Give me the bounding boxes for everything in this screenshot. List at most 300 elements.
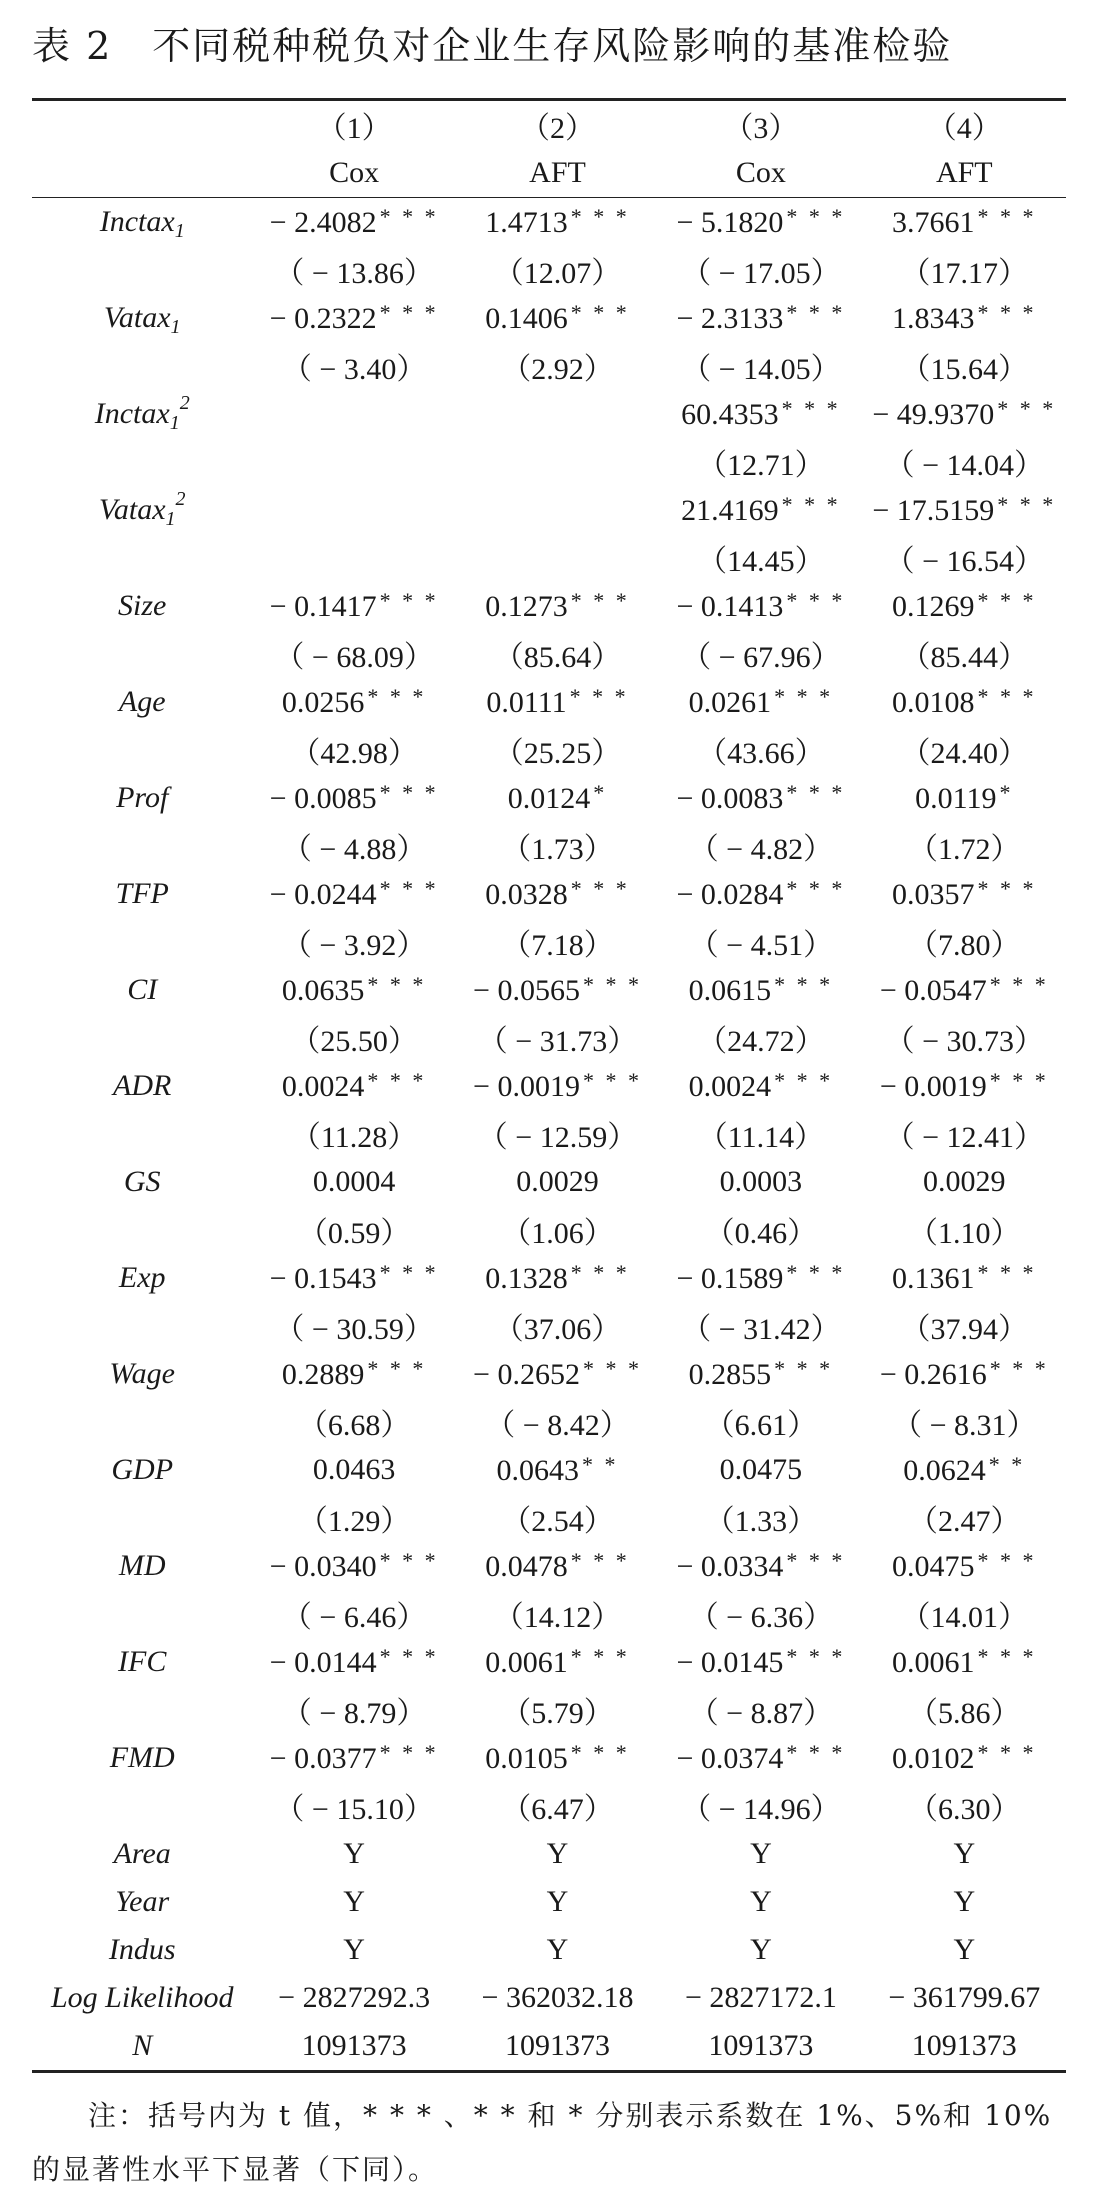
tstat-cell: （6.61）	[704, 1409, 818, 1442]
variable-subscript: 1	[174, 220, 185, 242]
tstat-cell: （14.45）	[697, 545, 825, 578]
significance-stars: * * *	[570, 876, 630, 901]
significance-stars: * *	[988, 1452, 1026, 1477]
coef-cell	[659, 486, 862, 534]
footer-cell: 1091373	[456, 2022, 659, 2072]
significance-stars: * * *	[774, 1068, 834, 1093]
header-corner	[32, 100, 252, 150]
coef-row	[32, 582, 1066, 630]
coef-value: 0.0463	[312, 1453, 396, 1486]
variable-label: Area	[113, 1837, 171, 1870]
significance-stars: * * *	[786, 1548, 846, 1573]
tstat-cell: （ − 12.59）	[477, 1121, 638, 1154]
coef-cell	[252, 1062, 455, 1110]
coef-value: 0.1361	[892, 1262, 975, 1295]
header-col-model: Cox	[252, 149, 455, 198]
footer-cell: Y	[343, 1885, 365, 1918]
significance-stars: * * *	[781, 492, 841, 517]
significance-stars: * * *	[977, 300, 1037, 325]
coef-value: − 0.0085	[269, 782, 377, 815]
coef-cell	[252, 966, 455, 1014]
tstat-cell: （ − 8.79）	[281, 1697, 427, 1730]
significance-stars: * * *	[379, 876, 439, 901]
tstat-cell	[252, 438, 455, 486]
significance-stars: * * *	[379, 1548, 439, 1573]
significance-stars: * * *	[786, 876, 846, 901]
variable-label	[32, 294, 252, 342]
tstat-cell: （25.50）	[290, 1025, 418, 1058]
coef-value: 0.0029	[923, 1165, 1006, 1198]
coef-cell	[456, 1542, 659, 1590]
variable-name: Exp	[118, 1261, 166, 1294]
significance-stars: * * *	[570, 204, 630, 229]
tstat-cell: （ − 4.82）	[688, 833, 834, 866]
tstat-cell: （ − 6.46）	[281, 1601, 427, 1634]
empty-cell	[32, 342, 252, 390]
tstat-cell: （17.17）	[900, 257, 1029, 290]
empty-cell	[32, 1686, 252, 1734]
coef-value: 0.0105	[485, 1742, 568, 1775]
coef-row	[32, 966, 1066, 1014]
significance-stars: * * *	[570, 1740, 630, 1765]
variable-name: IFC	[118, 1645, 167, 1678]
empty-cell	[32, 246, 252, 294]
tstat-row	[32, 1302, 1066, 1350]
footer-cell: Y	[750, 1837, 772, 1870]
coef-row	[32, 774, 1066, 822]
footer-cell: Y	[546, 1885, 569, 1918]
coef-value: − 0.0334	[676, 1550, 784, 1583]
header-col-number: （3）	[659, 100, 862, 150]
coef-cell	[252, 198, 455, 247]
variable-label	[32, 966, 252, 1014]
table-header	[32, 100, 1066, 198]
tstat-cell: （7.18）	[501, 929, 614, 962]
coef-cell	[252, 1350, 455, 1398]
footer-cell: Y	[750, 1885, 772, 1918]
coef-row	[32, 1254, 1066, 1302]
variable-label: N	[32, 2022, 252, 2072]
regression-table	[32, 98, 1066, 2073]
variable-label	[32, 678, 252, 726]
coef-cell	[863, 1638, 1066, 1686]
coef-value: − 0.2616	[879, 1358, 987, 1391]
significance-stars: * * *	[367, 972, 427, 997]
coef-cell	[863, 198, 1066, 247]
coef-cell	[252, 486, 455, 534]
coef-cell	[863, 390, 1066, 438]
coef-value: 0.0643	[496, 1454, 579, 1487]
coef-value: − 0.0244	[269, 878, 377, 911]
variable-name: Size	[118, 589, 167, 622]
coef-value: 0.0119	[915, 782, 997, 815]
variable-label	[32, 1446, 252, 1494]
coef-value: 0.1269	[892, 590, 975, 623]
paper-page	[32, 16, 1066, 2197]
significance-stars: * * *	[570, 1644, 630, 1669]
coef-cell	[456, 486, 659, 534]
coef-row	[32, 678, 1066, 726]
tstat-cell: （11.14）	[697, 1121, 825, 1154]
coef-cell	[659, 1638, 862, 1686]
variable-label	[32, 870, 252, 918]
tstat-cell: （6.30）	[908, 1793, 1021, 1826]
significance-stars: * * *	[569, 684, 629, 709]
coef-cell	[863, 1542, 1066, 1590]
variable-name: Inctax	[94, 397, 170, 430]
significance-stars: * * *	[774, 684, 834, 709]
tstat-cell: （1.06）	[501, 1217, 614, 1250]
tstat-cell: （5.79）	[501, 1697, 614, 1730]
empty-cell	[32, 726, 252, 774]
coef-cell	[863, 582, 1066, 630]
footer-cell: 1091373	[863, 2022, 1066, 2072]
significance-stars: * * *	[379, 204, 439, 229]
coef-cell	[659, 1446, 862, 1494]
table-note: 注：括号内为 t 值，* * * 、* * 和 * 分别表示系数在 1%、5%和 10%的显著性水平下显著（下同）。	[32, 2099, 1053, 2186]
tstat-cell: （ − 14.96）	[681, 1793, 841, 1826]
coef-row	[32, 1734, 1066, 1782]
significance-stars: * * *	[997, 492, 1057, 517]
coef-value: 21.4169	[681, 494, 779, 527]
coef-value: 0.2855	[688, 1358, 772, 1391]
coef-cell	[659, 678, 862, 726]
significance-stars: * * *	[977, 588, 1037, 613]
coef-cell	[863, 870, 1066, 918]
coef-cell	[456, 294, 659, 342]
tstat-cell: （ − 4.51）	[688, 929, 834, 962]
coef-value: 0.0475	[719, 1453, 803, 1486]
significance-stars: * * *	[582, 1356, 642, 1381]
tstat-cell: （ − 30.59）	[274, 1313, 434, 1346]
coef-cell	[252, 390, 455, 438]
coef-value: − 0.0019	[473, 1070, 580, 1103]
empty-cell	[32, 1782, 252, 1830]
empty-cell	[32, 1014, 252, 1062]
significance-stars: * * *	[379, 300, 439, 325]
tstat-cell: （0.46）	[704, 1217, 818, 1250]
footer-cell: Y	[343, 1837, 365, 1870]
coef-cell	[252, 294, 455, 342]
tstat-cell	[456, 438, 659, 486]
table-body	[32, 198, 1066, 2072]
empty-cell	[32, 822, 252, 870]
coef-cell	[456, 1350, 659, 1398]
coef-value: 0.0475	[892, 1550, 975, 1583]
variable-label	[32, 390, 252, 438]
tstat-cell: （ − 4.88）	[281, 833, 427, 866]
tstat-cell: （2.54）	[501, 1505, 614, 1538]
variable-label	[32, 486, 252, 534]
footer-cell: Y	[953, 1885, 976, 1918]
coef-value: − 0.1589	[676, 1262, 784, 1295]
coef-cell	[456, 1734, 659, 1782]
coef-cell	[659, 582, 862, 630]
significance-stars: * * *	[379, 1260, 439, 1285]
variable-name: TFP	[115, 877, 169, 910]
coef-cell	[252, 774, 455, 822]
tstat-cell: （12.07）	[493, 257, 622, 290]
significance-stars: * * *	[989, 1356, 1049, 1381]
tstat-cell: （ − 31.73）	[477, 1025, 638, 1058]
footer-cell: − 2827172.1	[684, 1981, 837, 2014]
header-col-number: （1）	[252, 100, 455, 150]
header-col-number: （4）	[863, 100, 1066, 150]
tstat-cell: （ − 6.36）	[688, 1601, 834, 1634]
significance-stars: * * *	[989, 1068, 1049, 1093]
header-col-model: AFT	[863, 149, 1066, 198]
significance-stars: * * *	[379, 1644, 439, 1669]
coef-cell	[659, 870, 862, 918]
coef-value: − 0.1413	[676, 590, 784, 623]
tstat-row	[32, 534, 1066, 582]
empty-cell	[32, 1590, 252, 1638]
coef-cell	[863, 1062, 1066, 1110]
tstat-row	[32, 1494, 1066, 1542]
tstat-row	[32, 822, 1066, 870]
header-row-number	[32, 100, 1066, 150]
footer-cell: Y	[953, 1933, 976, 1966]
coef-value: 0.0061	[892, 1646, 975, 1679]
tstat-row	[32, 1782, 1066, 1830]
coef-value: 0.0024	[688, 1070, 772, 1103]
coef-value: − 5.1820	[676, 206, 784, 239]
tstat-cell: （1.10）	[908, 1217, 1021, 1250]
tstat-cell: （42.98）	[290, 737, 418, 770]
coef-cell	[659, 390, 862, 438]
coef-cell	[456, 1158, 659, 1206]
coef-value: − 0.2652	[473, 1358, 580, 1391]
significance-stars: * * *	[786, 204, 846, 229]
significance-stars: * *	[582, 1452, 619, 1477]
empty-cell	[32, 534, 252, 582]
coef-cell	[456, 678, 659, 726]
significance-stars: * * *	[367, 1068, 427, 1093]
variable-label: Log Likelihood	[50, 1981, 234, 2014]
variable-name: CI	[127, 973, 158, 1006]
coef-value: 0.0478	[485, 1550, 568, 1583]
coef-cell	[456, 870, 659, 918]
coef-cell	[659, 1542, 862, 1590]
variable-subscript: 1	[169, 412, 180, 434]
coef-cell	[252, 1158, 455, 1206]
significance-stars: * * *	[786, 1260, 846, 1285]
significance-stars: * * *	[570, 300, 630, 325]
footer-cell: Y	[546, 1837, 569, 1870]
variable-name: Prof	[116, 781, 169, 814]
significance-stars: * * *	[774, 1356, 834, 1381]
significance-stars: * * *	[786, 1644, 846, 1669]
tstat-cell: （1.73）	[501, 833, 614, 866]
coef-row	[32, 294, 1066, 342]
coef-value: − 0.0547	[879, 974, 987, 1007]
coef-value: − 0.0377	[269, 1742, 377, 1775]
coef-value: − 17.5159	[872, 494, 995, 527]
tstat-row	[32, 1014, 1066, 1062]
coef-value: 0.0003	[719, 1165, 803, 1198]
coef-cell	[659, 1062, 862, 1110]
coef-value: − 2.4082	[269, 206, 377, 239]
coef-cell	[659, 774, 862, 822]
footer-cell: Y	[343, 1933, 365, 1966]
empty-cell	[32, 1302, 252, 1350]
empty-cell	[32, 1206, 252, 1254]
tstat-cell: （6.47）	[501, 1793, 614, 1826]
variable-label	[32, 774, 252, 822]
coef-row	[32, 1542, 1066, 1590]
coef-cell	[659, 198, 862, 247]
variable-label	[32, 1254, 252, 1302]
coef-value: 0.0357	[892, 878, 975, 911]
coef-value: 0.0024	[281, 1070, 365, 1103]
tstat-cell: （43.66）	[697, 737, 825, 770]
tstat-cell: （ − 8.31）	[892, 1409, 1037, 1442]
variable-subscript: 1	[165, 508, 176, 530]
significance-stars: * * *	[582, 972, 642, 997]
coef-cell	[863, 1350, 1066, 1398]
tstat-cell: （37.06）	[493, 1313, 622, 1346]
footer-cell: Y	[953, 1837, 976, 1870]
variable-label	[32, 1638, 252, 1686]
header-col-number: （2）	[456, 100, 659, 150]
coef-cell	[456, 1254, 659, 1302]
coef-value: − 49.9370	[872, 398, 995, 431]
significance-stars: * * *	[367, 684, 427, 709]
coef-cell	[863, 294, 1066, 342]
variable-name: GDP	[111, 1453, 174, 1486]
coef-cell	[863, 1158, 1066, 1206]
significance-stars: * * *	[786, 300, 846, 325]
coef-cell	[659, 1734, 862, 1782]
coef-value: 1.4713	[485, 206, 568, 239]
variable-name: Inctax	[99, 205, 175, 238]
variable-superscript: 2	[179, 392, 190, 414]
coef-value: − 0.1543	[269, 1262, 377, 1295]
coef-cell	[252, 1638, 455, 1686]
variable-subscript: 1	[170, 316, 181, 338]
tstat-cell: （1.29）	[297, 1505, 411, 1538]
coef-value: 0.0124	[507, 782, 591, 815]
variable-name: GS	[123, 1165, 161, 1198]
coef-value: 0.0261	[688, 686, 772, 719]
significance-stars: * * *	[977, 1740, 1037, 1765]
coef-cell	[252, 1542, 455, 1590]
coef-value: − 0.1417	[269, 590, 377, 623]
variable-label	[32, 1158, 252, 1206]
tstat-cell: （ − 31.42）	[681, 1313, 841, 1346]
coef-cell	[659, 1254, 862, 1302]
significance-stars: * * *	[570, 1548, 630, 1573]
tstat-cell: （ − 30.73）	[884, 1025, 1044, 1058]
tstat-cell: （24.72）	[697, 1025, 825, 1058]
coef-cell	[252, 678, 455, 726]
variable-superscript: 2	[175, 488, 186, 510]
tstat-cell: （0.59）	[297, 1217, 411, 1250]
coef-value: − 0.2322	[269, 302, 377, 335]
empty-cell	[32, 918, 252, 966]
significance-stars: * * *	[977, 204, 1037, 229]
tstat-row	[32, 630, 1066, 678]
coef-value: − 2.3133	[676, 302, 784, 335]
tstat-cell: （ − 14.05）	[681, 353, 841, 386]
footer-row	[32, 1974, 1066, 2022]
significance-stars: * * *	[379, 588, 439, 613]
footer-row	[32, 1830, 1066, 1878]
coef-value: 0.1273	[485, 590, 568, 623]
coef-cell	[659, 1350, 862, 1398]
tstat-cell: （6.68）	[297, 1409, 411, 1442]
variable-name: Age	[118, 685, 166, 718]
coef-value: − 0.0144	[269, 1646, 377, 1679]
tstat-cell: （ − 68.09）	[274, 641, 434, 674]
tstat-cell: （11.28）	[290, 1121, 418, 1154]
tstat-row	[32, 246, 1066, 294]
footer-cell: 1091373	[659, 2022, 862, 2072]
significance-stars: * * *	[774, 972, 834, 997]
coef-cell	[456, 1446, 659, 1494]
empty-cell	[32, 1110, 252, 1158]
tstat-cell: （1.33）	[704, 1505, 818, 1538]
coef-cell	[252, 582, 455, 630]
variable-label: Year	[115, 1885, 170, 1918]
variable-label	[32, 1542, 252, 1590]
significance-stars: * * *	[977, 1548, 1037, 1573]
tstat-cell: （1.72）	[908, 833, 1021, 866]
tstat-row	[32, 918, 1066, 966]
tstat-cell: （ − 67.96）	[681, 641, 841, 674]
variable-name: ADR	[113, 1069, 172, 1102]
coef-value: 0.0004	[312, 1165, 396, 1198]
significance-stars: *	[999, 780, 1014, 805]
header-col-model: AFT	[456, 149, 659, 198]
coef-value: 0.1328	[485, 1262, 568, 1295]
significance-stars: * * *	[786, 780, 846, 805]
coef-cell	[659, 966, 862, 1014]
coef-row	[32, 870, 1066, 918]
tstat-cell: （ − 13.86）	[274, 257, 434, 290]
significance-stars: * * *	[570, 588, 630, 613]
tstat-cell: （ − 8.87）	[688, 1697, 834, 1730]
significance-stars: * * *	[582, 1068, 642, 1093]
coef-row	[32, 486, 1066, 534]
variable-name: Wage	[109, 1357, 175, 1390]
variable-name: FMD	[109, 1741, 175, 1774]
tstat-cell: （14.12）	[493, 1601, 622, 1634]
coef-cell	[863, 966, 1066, 1014]
significance-stars: * * *	[379, 1740, 439, 1765]
footer-cell: − 361799.67	[888, 1981, 1041, 2014]
footer-row	[32, 2022, 1066, 2072]
coef-value: − 0.0145	[676, 1646, 784, 1679]
coef-value: 0.0111	[486, 686, 567, 719]
coef-value: 0.0256	[281, 686, 365, 719]
coef-value: − 0.0565	[473, 974, 580, 1007]
coef-row	[32, 1446, 1066, 1494]
variable-label	[32, 1350, 252, 1398]
header-col-model: Cox	[659, 149, 862, 198]
coef-row	[32, 198, 1066, 247]
coef-value: − 0.0083	[676, 782, 784, 815]
tstat-cell: （85.44）	[900, 641, 1029, 674]
coef-value: 0.1406	[485, 302, 568, 335]
coef-row	[32, 390, 1066, 438]
tstat-cell: （ − 14.04）	[884, 449, 1044, 482]
significance-stars: * * *	[989, 972, 1049, 997]
significance-stars: * * *	[781, 396, 841, 421]
significance-stars: * * *	[977, 684, 1037, 709]
significance-stars: *	[593, 780, 608, 805]
coef-value: 0.0328	[485, 878, 568, 911]
